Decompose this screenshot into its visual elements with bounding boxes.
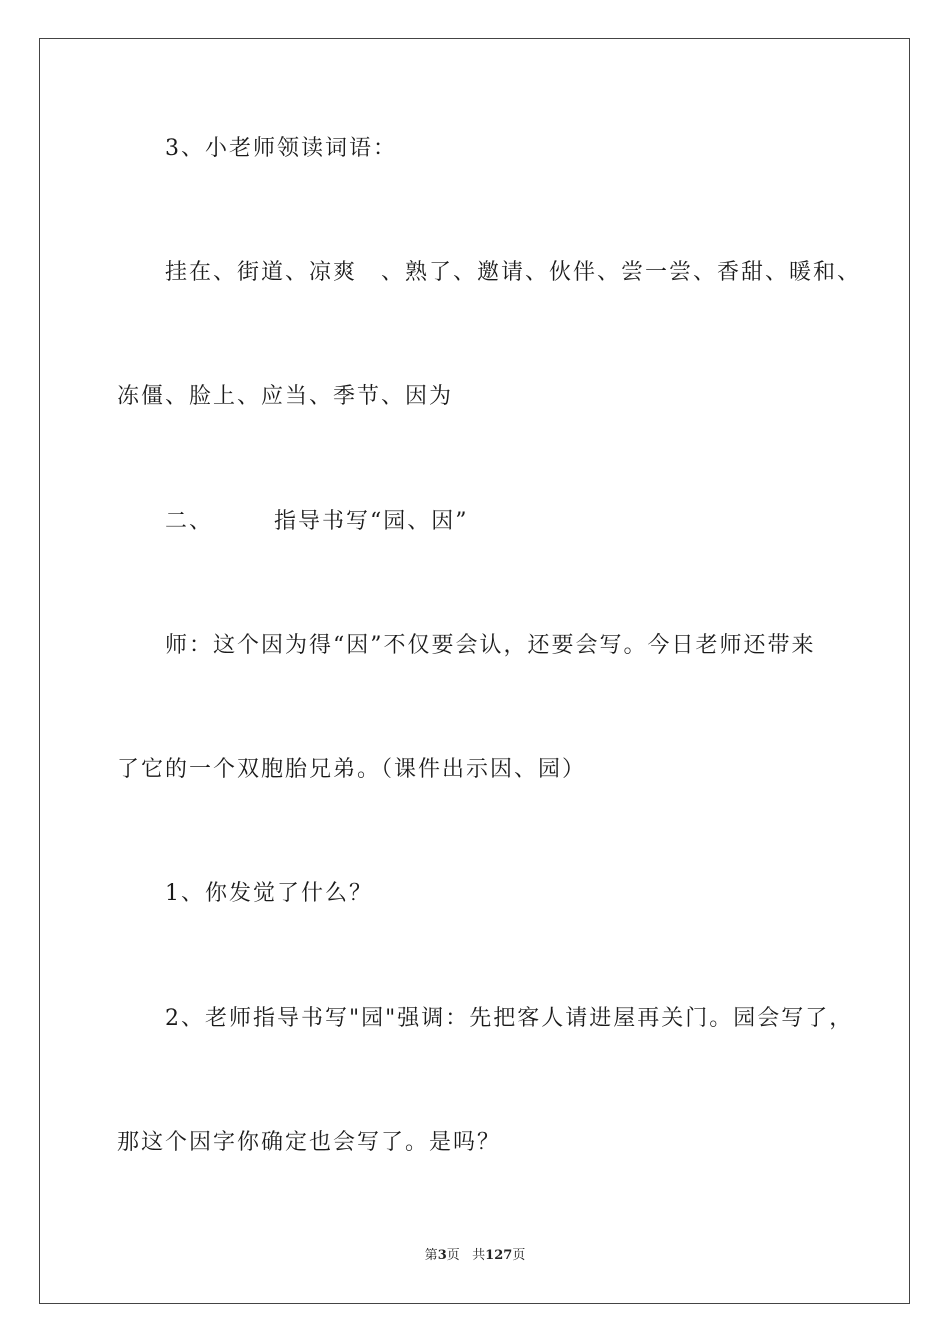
paragraph-line-3: 冻僵、脸上、应当、季节、因为 [117, 384, 454, 409]
footer-total-pages: 127 [485, 1248, 513, 1263]
footer-page-suffix: 页 [446, 1248, 460, 1263]
page-border [39, 38, 910, 1304]
paragraph-line-5: 师：这个因为得“因”不仅要会认，还要会写。今日老师还带来 [165, 633, 816, 658]
paragraph-line-2: 挂在、街道、凉爽 、熟了、邀请、伙伴、尝一尝、香甜、暖和、 [165, 260, 862, 285]
paragraph-line-8: 2、老师指导书写"园"强调：先把客人请进屋再关门。园会写了， [165, 1006, 854, 1031]
paragraph-line-1: 3、小老师领读词语： [165, 136, 397, 161]
footer-page-prefix: 第 [424, 1248, 438, 1263]
paragraph-line-7: 1、你发觉了什么？ [165, 881, 373, 906]
footer-total-prefix: 共 [472, 1248, 486, 1263]
footer-page-number: 3 [437, 1248, 447, 1263]
page-footer [0, 1247, 950, 1265]
section-heading: 二、 指导书写“园、因” [165, 509, 469, 534]
paragraph-line-6: 了它的一个双胞胎兄弟。（课件出示因、园） [117, 757, 587, 782]
footer-total-suffix: 页 [512, 1248, 526, 1263]
paragraph-line-9: 那这个因字你确定也会写了。是吗？ [117, 1130, 502, 1155]
